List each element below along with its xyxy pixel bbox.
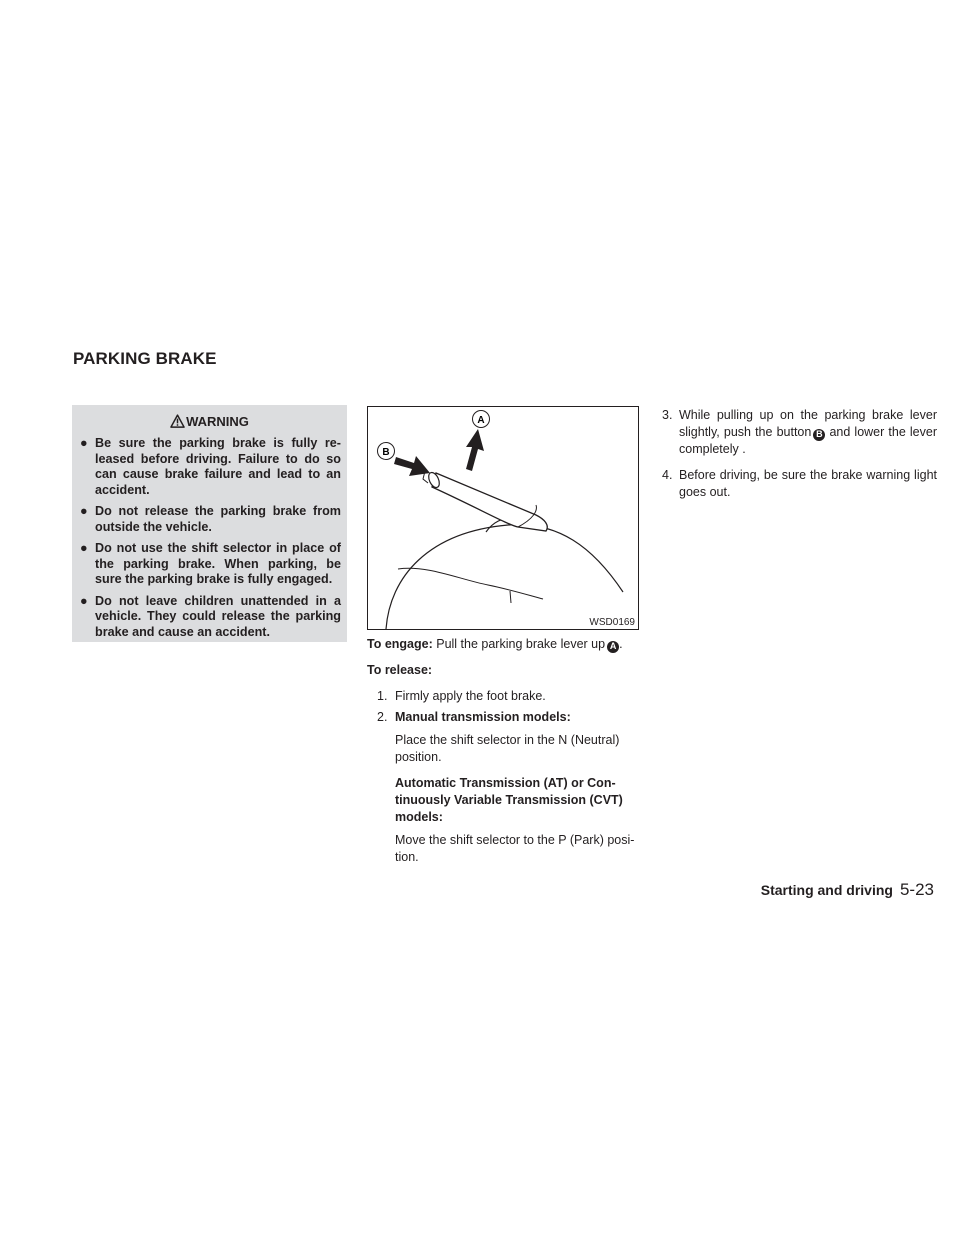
label-b: B xyxy=(382,447,390,458)
warning-item: ● Be sure the parking brake is fully re-leased before driving. Failure to do so can cause brake failure and lead to an accident. xyxy=(80,436,341,497)
warning-triangle-icon xyxy=(170,414,185,428)
warning-header xyxy=(78,411,341,431)
release-step: 2. Manual transmission models: Place the shift selector in the N (Neutral) position. Automatic Transmission (AT) or Con-tinuously Variable Transmission (CVT) models: Move the shift selector to the P (Park) posi-tion. xyxy=(377,710,635,864)
marker-a-icon: A xyxy=(607,641,619,653)
page-number: 5-23 xyxy=(899,880,934,899)
warning-title: WARNING xyxy=(186,413,249,429)
figure-id: WSD0169 xyxy=(589,617,635,628)
bullet-icon: ● xyxy=(80,504,88,518)
release-instructions-continued xyxy=(662,407,937,510)
release-step: 3. While pulling up on the parking brake lever slightly, push the button B and lower the lever completely . xyxy=(662,408,937,456)
parking-brake-lever-illustration xyxy=(368,407,638,629)
chapter-title: Starting and driving xyxy=(760,882,893,898)
marker-b-icon: B xyxy=(813,429,825,441)
parking-brake-figure xyxy=(367,406,639,630)
warning-item: ● Do not leave children unattended in a vehicle. They could release the parking brake and cause an accident. xyxy=(80,593,341,639)
engage-paragraph: To engage: Pull the parking brake lever up A . xyxy=(367,637,623,651)
warning-item: ● Do not use the shift selector in place of the parking brake. When parking, be sure the parking brake is fully engaged. xyxy=(80,541,341,586)
warning-item: ● Do not release the parking brake from outside the vehicle. xyxy=(80,504,341,534)
warning-list xyxy=(78,436,341,640)
label-a: A xyxy=(477,415,485,426)
release-label: To release: xyxy=(367,663,433,677)
bullet-icon: ● xyxy=(80,541,88,555)
release-instructions xyxy=(367,636,642,875)
release-step: 1. Firmly apply the foot brake. xyxy=(377,689,546,703)
page-footer xyxy=(761,880,934,900)
warning-box xyxy=(72,405,347,642)
bullet-icon: ● xyxy=(80,593,88,608)
bullet-icon: ● xyxy=(80,436,88,450)
section-title: PARKING BRAKE xyxy=(73,349,217,368)
release-step: 4. Before driving, be sure the brake warning light goes out. xyxy=(662,468,937,499)
